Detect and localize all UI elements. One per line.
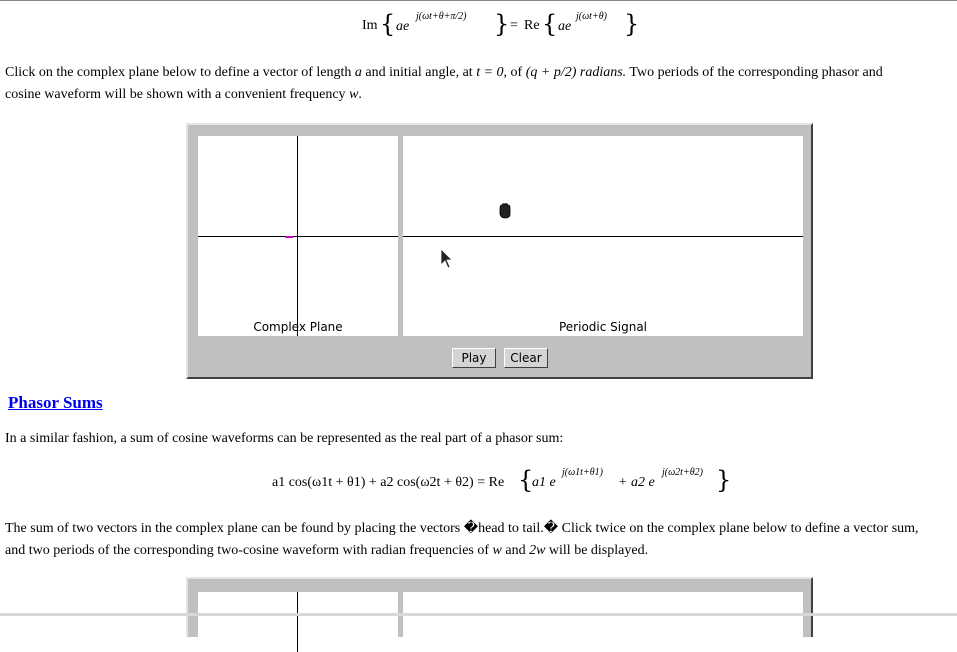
right-brace-icon: } bbox=[716, 466, 732, 494]
intro-text: cosine waveform will be shown with a convenient frequency bbox=[5, 87, 350, 102]
left-brace-icon: { bbox=[518, 466, 534, 494]
complex-plane-label: Complex Plane bbox=[253, 320, 343, 334]
periodic-signal-label: Periodic Signal bbox=[558, 320, 648, 334]
rhs-exponent: j(ωt+θ) bbox=[576, 11, 607, 22]
lhs-exponent: j(ωt+θ+π/2) bbox=[416, 11, 467, 22]
right-brace-icon: } bbox=[494, 10, 510, 38]
intro-line-2 bbox=[5, 84, 362, 106]
hand-cursor-icon bbox=[497, 202, 513, 220]
intro-text: . bbox=[358, 87, 362, 102]
phasor-sums-description: In a similar fashion, a sum of cosine waveforms can be represented as the real part of a phasor sum: bbox=[5, 431, 564, 446]
left-brace-icon: { bbox=[542, 10, 558, 38]
complex-plane-canvas[interactable] bbox=[198, 136, 398, 336]
sum-text: and two periods of the corresponding two-cosine waveform with radian frequencies of bbox=[5, 543, 493, 558]
sum-exponent-1: j(ω1t+θ1) bbox=[562, 467, 603, 478]
sum-text: and bbox=[501, 543, 530, 558]
var-a: a bbox=[354, 65, 362, 80]
real-axis bbox=[198, 236, 398, 237]
equals-sign: = bbox=[510, 18, 518, 33]
phasor-applet bbox=[186, 123, 813, 379]
phasor-sums-heading-link[interactable]: Phasor Sums bbox=[8, 393, 103, 412]
var-w: w bbox=[349, 87, 359, 102]
intro-text: Two periods of the corresponding phasor and bbox=[626, 65, 883, 80]
intro-text: and initial angle, at bbox=[361, 65, 477, 80]
play-button[interactable]: Play bbox=[452, 348, 496, 368]
sum-exponent-2: j(ω2t+θ2) bbox=[662, 467, 703, 478]
right-brace-icon: } bbox=[624, 10, 640, 38]
sum-text-line-2 bbox=[5, 540, 648, 562]
imaginary-axis bbox=[297, 136, 298, 336]
var-2w: 2w bbox=[529, 543, 546, 558]
vector-marker bbox=[285, 236, 293, 238]
phasor-sum-applet bbox=[186, 577, 813, 637]
complex-plane-canvas-2[interactable] bbox=[198, 592, 398, 652]
arrow-cursor-icon bbox=[440, 248, 454, 270]
intro-text: Click on the complex plane below to define a vector of length bbox=[5, 65, 355, 80]
angle-expression: (q + p/2) radians. bbox=[525, 65, 627, 80]
intro-line-1 bbox=[5, 62, 883, 84]
sum-text: will be displayed. bbox=[545, 543, 649, 558]
left-brace-icon: { bbox=[380, 10, 396, 38]
im-operator: Im bbox=[362, 18, 378, 33]
sum-term-2: + a2 e bbox=[618, 475, 655, 490]
time-axis bbox=[403, 236, 803, 237]
rhs-term: ae bbox=[558, 19, 572, 34]
sum-text-line-1: The sum of two vectors in the complex plane can be found by placing the vectors �head to tail.� Click twice on the complex plane below to define a vector sum, bbox=[5, 521, 919, 536]
var-w: w bbox=[492, 543, 502, 558]
periodic-signal-canvas-2[interactable] bbox=[403, 592, 803, 652]
lhs-term: ae bbox=[396, 19, 410, 34]
var-t: t = 0, bbox=[476, 65, 508, 80]
clear-button[interactable]: Clear bbox=[504, 348, 548, 368]
imaginary-axis bbox=[297, 592, 298, 652]
top-divider bbox=[0, 0, 957, 1]
intro-text: of bbox=[507, 65, 526, 80]
re-operator: Re bbox=[524, 18, 540, 33]
periodic-signal-canvas[interactable] bbox=[403, 136, 803, 336]
sum-lhs: a1 cos(ω1t + θ1) + a2 cos(ω2t + θ2) = Re bbox=[272, 475, 505, 490]
sum-term-1: a1 e bbox=[532, 475, 556, 490]
